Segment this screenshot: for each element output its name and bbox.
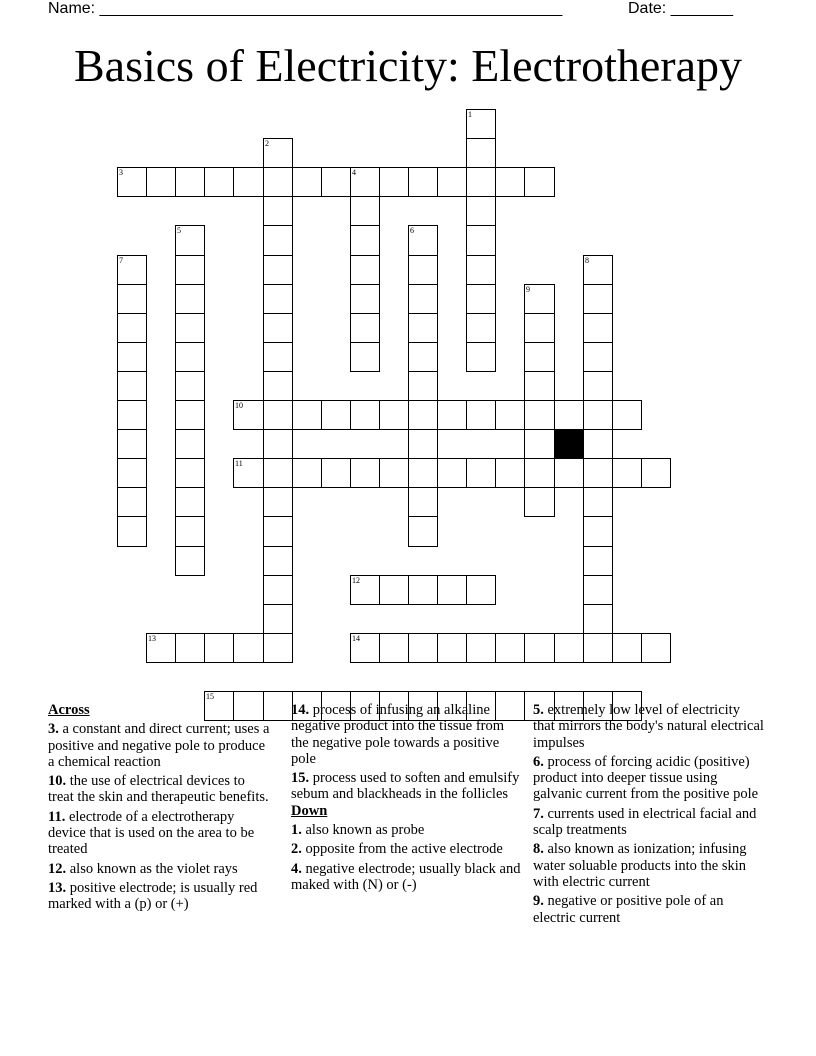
grid-cell[interactable] xyxy=(495,458,525,488)
grid-cell[interactable] xyxy=(350,255,380,285)
grid-cell[interactable] xyxy=(379,575,409,605)
clue-number: 11 xyxy=(235,459,243,468)
grid-cell[interactable] xyxy=(175,487,205,517)
grid-cell[interactable] xyxy=(466,196,496,226)
clues-column-1 xyxy=(48,702,274,916)
grid-cell[interactable] xyxy=(524,429,555,459)
grid-cell[interactable] xyxy=(263,516,293,547)
grid-cell[interactable] xyxy=(204,167,234,197)
grid-cell[interactable] xyxy=(117,342,147,372)
grid-cell[interactable] xyxy=(263,167,293,197)
grid-cell[interactable] xyxy=(524,458,555,488)
grid-cell[interactable] xyxy=(379,458,409,488)
grid-cell[interactable] xyxy=(466,633,496,663)
grid-cell[interactable] xyxy=(408,284,438,314)
grid-cell[interactable] xyxy=(263,604,293,634)
grid-cell[interactable] xyxy=(612,458,642,488)
grid-cell[interactable] xyxy=(583,604,613,634)
clue-across-3: 3. a constant and direct current; uses a positive and negative pole to produce a chemical reaction xyxy=(48,721,270,770)
grid-cell[interactable] xyxy=(117,400,147,430)
grid-cell[interactable] xyxy=(554,458,584,488)
grid-cell[interactable] xyxy=(263,225,293,256)
grid-cell[interactable] xyxy=(408,429,438,459)
clue-down-4: 4. negative electrode; usually black and maked with (N) or (-) xyxy=(291,860,521,893)
clue-number: 15 xyxy=(206,692,214,701)
grid-cell[interactable] xyxy=(263,284,293,314)
grid-cell[interactable] xyxy=(466,255,496,285)
grid-cell[interactable] xyxy=(524,167,555,197)
clues-column-3 xyxy=(533,702,765,929)
grid-cell[interactable] xyxy=(466,575,496,605)
grid-cell[interactable] xyxy=(117,284,147,314)
grid-cell[interactable] xyxy=(379,633,409,663)
grid-cell[interactable] xyxy=(583,284,613,314)
clue-down-8: 8. also known as ionization; infusing water soluable products into the skin with electric current xyxy=(533,841,747,890)
grid-cell[interactable] xyxy=(350,284,380,314)
grid-cell[interactable] xyxy=(321,458,351,488)
grid-cell[interactable] xyxy=(117,167,147,197)
grid-cell[interactable] xyxy=(350,313,380,343)
grid-cell[interactable] xyxy=(408,458,438,488)
grid-cell[interactable] xyxy=(379,167,409,197)
grid-cell[interactable] xyxy=(437,575,467,605)
grid-cell[interactable] xyxy=(495,633,525,663)
grid-cell[interactable] xyxy=(437,458,467,488)
grid-cell[interactable] xyxy=(263,458,293,488)
down-heading: Down xyxy=(291,802,328,819)
clue-number: 10 xyxy=(235,401,243,410)
grid-cell[interactable] xyxy=(612,400,642,430)
grid-cell[interactable] xyxy=(263,138,293,168)
grid-cell[interactable] xyxy=(524,400,555,430)
clue-number: 14 xyxy=(352,634,360,643)
grid-cell[interactable] xyxy=(233,167,264,197)
grid-cell[interactable] xyxy=(117,313,147,343)
grid-cell[interactable] xyxy=(175,255,205,285)
grid-cell[interactable] xyxy=(466,342,496,372)
grid-cell[interactable] xyxy=(263,400,293,430)
clue-across-14: 14. process of infusing an alkaline negative product into the tissue from the negative pole towards a positive pole xyxy=(291,702,505,767)
grid-cell[interactable] xyxy=(175,284,205,314)
grid-cell[interactable] xyxy=(641,633,671,663)
grid-cell[interactable] xyxy=(408,633,438,663)
grid-cell[interactable] xyxy=(612,633,642,663)
grid-cell[interactable] xyxy=(495,400,525,430)
grid-cell[interactable] xyxy=(146,633,176,663)
grid-cell[interactable] xyxy=(583,546,613,576)
grid-cell[interactable] xyxy=(408,516,438,547)
grid-cell[interactable] xyxy=(263,429,293,459)
clue-across-12: 12. also known as the violet rays xyxy=(48,860,238,877)
grid-cell[interactable] xyxy=(263,196,293,226)
clue-down-6: 6. process of forcing acidic (positive) product into deeper tissue using galvanic current from the positive pole xyxy=(533,753,759,803)
grid-cell[interactable] xyxy=(175,429,205,459)
grid-cell[interactable] xyxy=(263,342,293,372)
grid-cell[interactable] xyxy=(379,400,409,430)
grid-cell[interactable] xyxy=(408,167,438,197)
grid-cell[interactable] xyxy=(524,313,555,343)
grid-cell[interactable] xyxy=(466,109,496,139)
grid-cell[interactable] xyxy=(466,458,496,488)
grid-cell[interactable] xyxy=(233,400,264,430)
clues-column-2 xyxy=(291,702,523,896)
grid-cell[interactable] xyxy=(263,633,293,663)
date-field[interactable]: Date: _______ xyxy=(628,0,733,17)
grid-cell[interactable] xyxy=(466,284,496,314)
clue-number: 1 xyxy=(468,110,472,119)
clue-across-11: 11. electrode of a electrotherapy device that is used on the area to be treated xyxy=(48,808,255,858)
grid-cell[interactable] xyxy=(437,633,467,663)
grid-cell[interactable] xyxy=(175,516,205,547)
grid-cell[interactable] xyxy=(408,225,438,256)
grid-cell[interactable] xyxy=(583,487,613,517)
grid-cell[interactable] xyxy=(117,371,147,401)
grid-cell[interactable] xyxy=(117,487,147,517)
grid-cell[interactable] xyxy=(263,371,293,401)
grid-cell[interactable] xyxy=(408,575,438,605)
grid-cell[interactable] xyxy=(524,633,555,663)
grid-cell[interactable] xyxy=(408,400,438,430)
grid-cell[interactable] xyxy=(175,167,205,197)
grid-cell[interactable] xyxy=(466,225,496,256)
clue-number: 2 xyxy=(265,139,269,148)
grid-cell[interactable] xyxy=(146,167,176,197)
grid-cell[interactable] xyxy=(350,342,380,372)
black-cell xyxy=(554,429,584,459)
grid-cell[interactable] xyxy=(292,458,322,488)
grid-cell[interactable] xyxy=(554,400,584,430)
name-field[interactable]: Name: ____________________________________________________ xyxy=(48,0,563,17)
grid-cell[interactable] xyxy=(583,429,613,459)
grid-cell[interactable] xyxy=(321,167,351,197)
across-heading: Across xyxy=(48,702,90,718)
grid-cell[interactable] xyxy=(175,342,205,372)
grid-cell[interactable] xyxy=(321,400,351,430)
grid-cell[interactable] xyxy=(524,487,555,517)
grid-cell[interactable] xyxy=(350,167,380,197)
clue-number: 9 xyxy=(526,285,530,294)
grid-cell[interactable] xyxy=(408,487,438,517)
grid-cell[interactable] xyxy=(408,342,438,372)
grid-cell[interactable] xyxy=(583,458,613,488)
grid-cell[interactable] xyxy=(117,458,147,488)
grid-cell[interactable] xyxy=(175,313,205,343)
grid-cell[interactable] xyxy=(583,342,613,372)
grid-cell[interactable] xyxy=(117,516,147,547)
grid-cell[interactable] xyxy=(466,400,496,430)
grid-cell[interactable] xyxy=(350,400,380,430)
grid-cell[interactable] xyxy=(175,400,205,430)
grid-cell[interactable] xyxy=(524,284,555,314)
grid-cell[interactable] xyxy=(466,138,496,168)
clue-down-2: 2. opposite from the active electrode xyxy=(291,841,503,858)
grid-cell[interactable] xyxy=(175,546,205,576)
clue-number: 13 xyxy=(148,634,156,643)
clue-number: 3 xyxy=(119,168,123,177)
clue-number: 12 xyxy=(352,576,360,585)
clue-across-15: 15. process used to soften and emulsify sebum and blackheads in the follicles xyxy=(291,770,520,803)
clue-number: 5 xyxy=(177,226,181,235)
grid-cell[interactable] xyxy=(554,633,584,663)
clue-number: 4 xyxy=(352,168,356,177)
grid-cell[interactable] xyxy=(437,167,467,197)
grid-cell[interactable] xyxy=(350,458,380,488)
grid-cell[interactable] xyxy=(292,400,322,430)
grid-cell[interactable] xyxy=(524,371,555,401)
grid-cell[interactable] xyxy=(583,516,613,547)
grid-cell[interactable] xyxy=(583,313,613,343)
grid-cell[interactable] xyxy=(292,167,322,197)
grid-cell[interactable] xyxy=(350,225,380,256)
grid-cell[interactable] xyxy=(583,633,613,663)
grid-cell[interactable] xyxy=(175,458,205,488)
clue-down-9: 9. negative or positive pole of an electric current xyxy=(533,893,724,926)
page-title: Basics of Electricity: Electrotherapy xyxy=(73,40,742,91)
clue-number: 7 xyxy=(119,256,123,265)
clue-down-1: 1. also known as probe xyxy=(291,822,425,839)
grid-cell[interactable] xyxy=(263,546,293,576)
clue-down-5: 5. extremely low level of electricity that mirrors the body's natural electrical impulses xyxy=(533,702,764,751)
grid-cell[interactable] xyxy=(583,255,613,285)
grid-cell[interactable] xyxy=(233,633,264,663)
clue-across-13: 13. positive electrode; is usually red marked with a (p) or (+) xyxy=(48,879,258,913)
grid-cell[interactable] xyxy=(350,575,380,605)
grid-cell[interactable] xyxy=(408,255,438,285)
grid-cell[interactable] xyxy=(350,196,380,226)
grid-cell[interactable] xyxy=(641,458,671,488)
grid-cell[interactable] xyxy=(263,313,293,343)
grid-cell[interactable] xyxy=(350,633,380,663)
grid-cell[interactable] xyxy=(524,342,555,372)
clue-number: 8 xyxy=(585,256,589,265)
grid-cell[interactable] xyxy=(263,255,293,285)
grid-cell[interactable] xyxy=(117,429,147,459)
grid-cell[interactable] xyxy=(583,371,613,401)
grid-cell[interactable] xyxy=(263,487,293,517)
grid-cell[interactable] xyxy=(437,400,467,430)
grid-cell[interactable] xyxy=(408,313,438,343)
clue-across-10: 10. the use of electrical devices to treat the skin and therapeutic benefits. xyxy=(48,773,269,806)
grid-cell[interactable] xyxy=(117,255,147,285)
clue-down-7: 7. currents used in electrical facial and scalp treatments xyxy=(533,805,757,839)
grid-cell[interactable] xyxy=(583,400,613,430)
grid-cell[interactable] xyxy=(263,575,293,605)
clue-number: 6 xyxy=(410,226,414,235)
grid-cell[interactable] xyxy=(408,371,438,401)
grid-cell[interactable] xyxy=(495,167,525,197)
grid-cell[interactable] xyxy=(466,313,496,343)
grid-cell[interactable] xyxy=(175,633,205,663)
grid-cell[interactable] xyxy=(466,167,496,197)
grid-cell[interactable] xyxy=(233,458,264,488)
grid-cell[interactable] xyxy=(583,575,613,605)
grid-cell[interactable] xyxy=(175,225,205,256)
grid-cell[interactable] xyxy=(175,371,205,401)
grid-cell[interactable] xyxy=(204,633,234,663)
